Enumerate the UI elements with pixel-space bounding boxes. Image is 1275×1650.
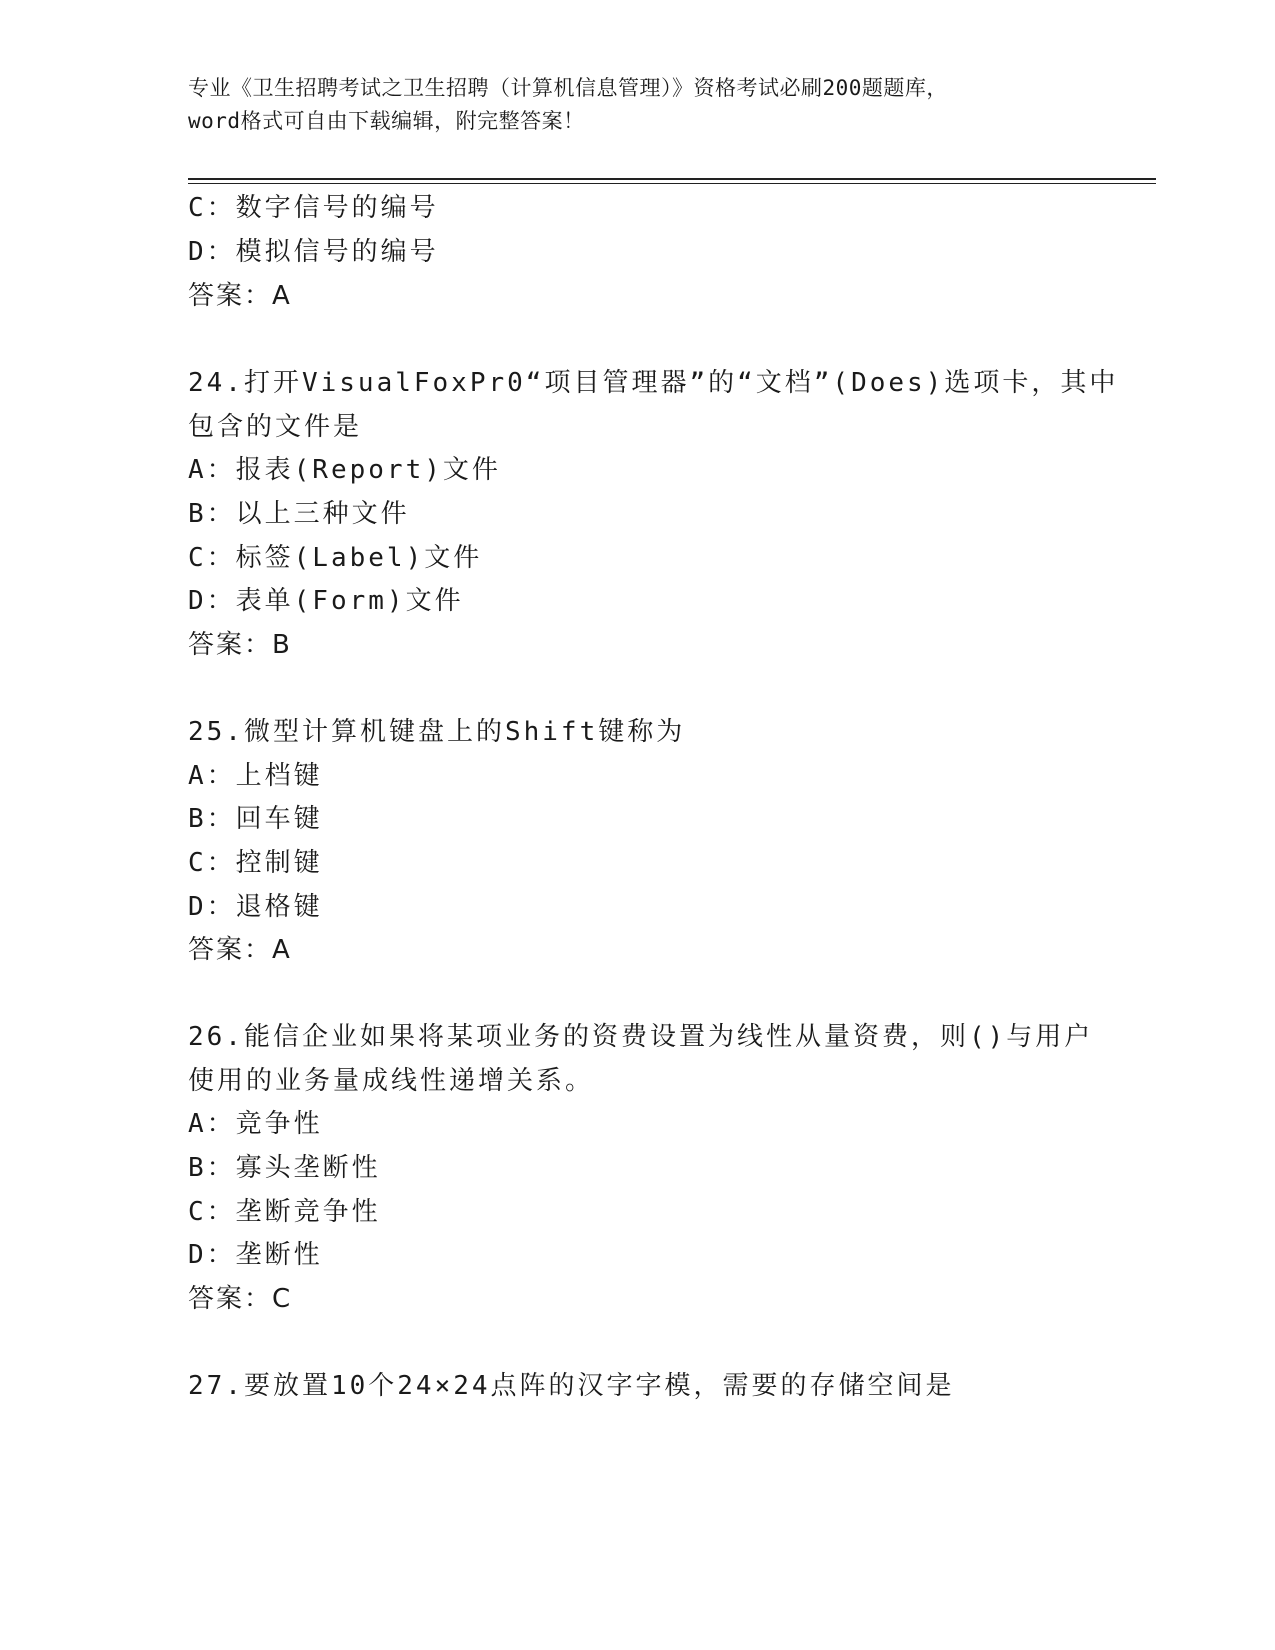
q24-option-a: A：报表(Report)文件	[188, 455, 501, 485]
q26-option-d: D：垄断性	[188, 1240, 323, 1270]
header-title-line-1: 专业《卫生招聘考试之卫生招聘（计算机信息管理）》资格考试必刷200题题库，	[188, 76, 948, 100]
q25-answer: 答案：A	[188, 935, 292, 965]
q25-option-a: A：上档键	[188, 761, 323, 791]
q27-stem-line-1: 27.要放置10个24×24点阵的汉字字模，需要的存储空间是	[188, 1371, 955, 1401]
q26-option-b: B：寡头垄断性	[188, 1153, 381, 1183]
prev-answer: 答案：A	[188, 281, 292, 311]
q26-stem-line-2: 使用的业务量成线性递增关系。	[188, 1066, 595, 1096]
q26-option-c: C：垄断竞争性	[188, 1197, 381, 1227]
q26-answer: 答案：C	[188, 1284, 293, 1314]
q24-option-d: D：表单(Form)文件	[188, 586, 464, 616]
q25-option-d: D：退格键	[188, 892, 323, 922]
q26-option-a: A：竞争性	[188, 1109, 323, 1139]
prev-option-c: C：数字信号的编号	[188, 193, 439, 223]
header-title-line-2: word格式可自由下载编辑，附完整答案！	[188, 109, 585, 133]
q25-option-b: B：回车键	[188, 804, 323, 834]
q24-answer: 答案：B	[188, 630, 292, 660]
q24-stem-line-2: 包含的文件是	[188, 412, 363, 442]
q24-option-c: C：标签(Label)文件	[188, 543, 483, 573]
header-divider-thick	[188, 178, 1156, 180]
q25-stem-line-1: 25.微型计算机键盘上的Shift键称为	[188, 717, 686, 747]
document-header	[188, 72, 1088, 138]
q24-stem-line-1: 24.打开VisualFoxPr0“项目管理器”的“文档”(Does)选项卡，其中	[188, 368, 1119, 398]
header-divider-thin	[188, 183, 1156, 184]
q25-option-c: C：控制键	[188, 848, 323, 878]
q26-stem-line-1: 26.能信企业如果将某项业务的资费设置为线性从量资费，则()与用户	[188, 1022, 1094, 1052]
q24-option-b: B：以上三种文件	[188, 499, 410, 529]
prev-option-d: D：模拟信号的编号	[188, 237, 439, 267]
